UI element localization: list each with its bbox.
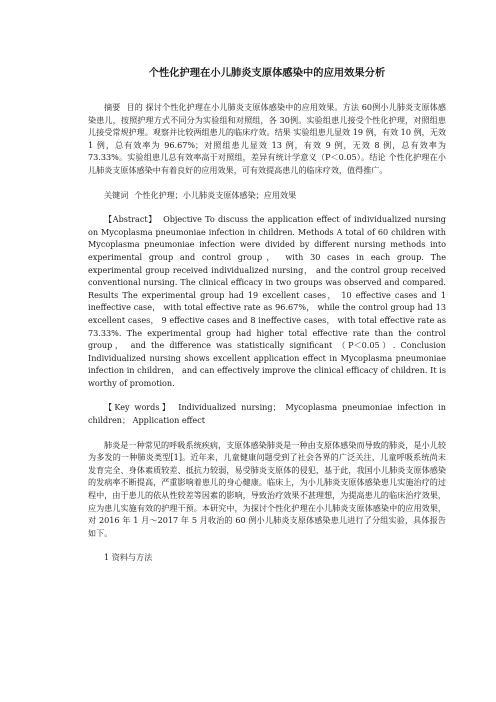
keywords-en-label: 【Key words】 bbox=[104, 402, 173, 413]
keywords-en bbox=[88, 401, 446, 426]
keywords-cn-label: 关键词 bbox=[104, 189, 129, 200]
abstract-en-text: Objective To discuss the application effect of individualized nursing on Mycoplasma pneumoniae infection in children. Methods A total of 60 children with Mycoplasma pneumoniae infection were divided by different nursing methods into experimental group and control group， with 30 cases in each group. The experimental group received individualized nursing， and the control group received conventional nursing. The clinical efficacy in two groups was observed and compared. Results The experimental group had 19 excellent cases， 10 effective cases and 1 ineffective case， with total effective rate as 96.67%， while the control group had 13 excellent cases， 9 effective cases and 8 ineffective cases， with total effective rate as 73.33%. The experimental group had higher total effective rate than the control group， and the difference was statistically significant （P＜0.05）. Conclusion Individualized nursing shows excellent application effect in Mycoplasma pneumoniae infection in children， and can effectively improve the clinical efficacy of children. It is worthy of promotion. bbox=[88, 214, 446, 388]
abstract-en bbox=[88, 213, 446, 389]
abstract-cn-text: 目的 探讨个性化护理在小儿肺炎支原体感染中的应用效果。方法 60例小儿肺炎支原体感染患儿，按照护理方式不同分为实验组和对照组，各 30例。实验组患儿接受个性化护理，对照组患儿接受常规护理。观察并比较两组患儿的临床疗效。结果 实验组患儿显效 19 例，有效 10 例，无效 1 例，总有效率为 96.67%；对照组患儿显效 13 例，有效 9 例，无效 8 例，总有效率为 73.33%。实验组患儿总有效率高于对照组，差异有统计学意义（P＜0.05）。结论 个性化护理在小儿肺炎支原体感染中有着良好的应用效果，可有效提高患儿的临床疗效，值得推广。 bbox=[88, 102, 446, 175]
abstract-cn bbox=[88, 101, 446, 177]
section-heading: 1 资料与方法 bbox=[104, 552, 153, 563]
keywords-cn-text: 个性化护理；小儿肺炎支原体感染；应用效果 bbox=[134, 189, 297, 200]
abstract-cn-label: 摘要 bbox=[104, 102, 121, 112]
abstract-en-label: 【Abstract】 bbox=[104, 214, 158, 225]
keywords-cn bbox=[88, 189, 446, 202]
paper-title: 个性化护理在小儿肺炎支原体感染中的应用效果分析 bbox=[148, 68, 386, 79]
keywords-en-text: Individualized nursing； Mycoplasma pneumoniae infection in children； Application effect bbox=[88, 402, 446, 426]
body-paragraph: 肺炎是一种常见的呼吸系统疾病，支原体感染肺炎是一种由支原体感染而导致的肺炎，是小儿较为多发的一种肺炎类型[1]。近年来，儿童健康问题受到了社会各界的广泛关注，儿童呼吸系统尚未发育完全、身体素质较差、抵抗力较弱，易受肺炎支原体的侵犯，基于此，我国小儿肺炎支原体感染的发病率不断提高，严重影响着患儿的身心健康。临床上，为小儿肺炎支原体感染患儿实施治疗的过程中，由于患儿的依从性较差等因素的影响，导致治疗效果不甚理想，为提高患儿的临床治疗效果，应为患儿实施有效的护理干预。本研究中，为探讨个性化护理在小儿肺炎支原体感染中的应用效果，对 2016 年 1 月～2017 年 5 月收治的 60 例小儿肺炎支原体感染患儿进行了分组实验，具体报告如下。 bbox=[88, 439, 446, 538]
